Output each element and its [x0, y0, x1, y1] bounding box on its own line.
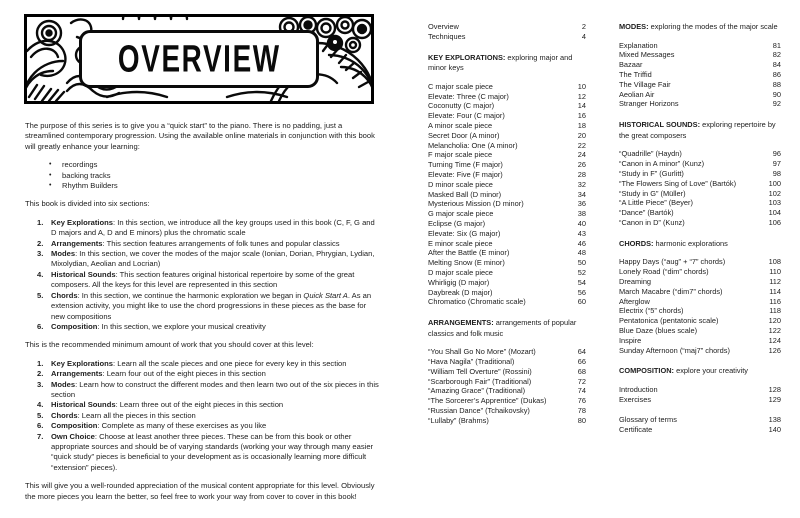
toc-item-page-number: 24	[577, 150, 586, 160]
intro-paragraph: The purpose of this series is to give you a “quick start” to the piano. There is no padding, just a streamlined contemporary progression. Using the available online materials in conjunction with this book will greatly enhance your learning:	[25, 121, 375, 151]
numbered-item: Historical Sounds: This section features original historical repertoire by some of the great composers. All the keys for this level are represented in this section	[51, 269, 355, 290]
toc-section-list	[619, 41, 781, 110]
toc-item	[619, 179, 781, 189]
toc-item-label: Inspire	[619, 335, 642, 345]
numbered-item: Key Explorations: In this section, we introduce all the key groups used in this book (C, F, G and D majors and A, D and E minors) plus the chromatic scale	[51, 217, 375, 238]
toc-item-label: Mixed Messages	[619, 50, 675, 60]
toc-item	[428, 82, 586, 92]
numbered-item: Composition: In this section, we explore your musical creativity	[51, 321, 266, 331]
toc-item-label: March Macabre (“dim7” chords)	[619, 286, 723, 296]
toc-item-page-number: 18	[577, 120, 586, 130]
toc-item-label: Sunday Afternoon (“maj7” chords)	[619, 345, 730, 355]
toc-item	[428, 219, 586, 229]
toc-item-label: Lonely Road (“dim” chords)	[619, 267, 709, 277]
toc-item-label: The Village Fair	[619, 79, 671, 89]
toc-item-page-number: 74	[577, 386, 586, 396]
toc-item-page-number: 88	[772, 79, 781, 89]
toc-item-label: Masked Ball (D minor)	[428, 189, 502, 199]
toc-item	[619, 149, 781, 159]
sections-intro: This book is divided into six sections:	[25, 199, 150, 209]
toc-section-heading: CHORDS: harmonic explorations	[619, 238, 728, 248]
toc-item-label: “The Sorcerer’s Apprentice” (Dukas)	[428, 396, 547, 406]
toc-item	[619, 159, 781, 169]
bullet-item: • backing tracks	[49, 171, 381, 181]
numbered-item: Arrangements: This section features arrangements of folk tunes and popular classics	[51, 238, 340, 248]
numbered-item: Historical Sounds: Learn three out of the eight pieces in this section	[51, 400, 284, 410]
toc-item-page-number: 50	[577, 258, 586, 268]
toc-section-list	[619, 415, 781, 435]
toc-item	[428, 101, 586, 111]
toc-item-label: D minor scale piece	[428, 179, 493, 189]
toc-item-page-number: 38	[577, 209, 586, 219]
toc-item-label: Elevate: Six (G major)	[428, 228, 501, 238]
toc-item	[428, 406, 586, 416]
toc-item-label: “Lullaby” (Brahms)	[428, 415, 489, 425]
toc-item-label: “Quadrille” (Haydn)	[619, 149, 682, 159]
numbered-item: Key Explorations: Learn all the scale pieces and one piece for every key in this section	[51, 358, 347, 368]
toc-item-label: Bazaar	[619, 60, 643, 70]
page-title: OVERVIEW	[117, 37, 281, 80]
toc-column-2	[619, 22, 781, 446]
toc-item-page-number: 116	[769, 296, 781, 306]
toc-item	[428, 248, 586, 258]
toc-item-label: Stranger Horizons	[619, 99, 679, 109]
toc-item-label: Aeolian Air	[619, 89, 655, 99]
bullet-item: • Rhythm Builders	[49, 181, 381, 191]
toc-item	[428, 32, 586, 42]
toc-item	[428, 22, 586, 32]
toc-item	[428, 416, 586, 426]
toc-item	[428, 377, 586, 387]
toc-item-page-number: 16	[577, 111, 586, 121]
toc-item-page-number: 114	[769, 286, 781, 296]
toc-item-page-number: 46	[577, 238, 586, 248]
overview-title-box	[79, 30, 319, 88]
toc-item-page-number: 66	[577, 357, 586, 367]
toc-item-label: Whirligig (D major)	[428, 277, 490, 287]
toc-item-label: Electrix (“5” chords)	[619, 306, 684, 316]
toc-item	[428, 111, 586, 121]
toc-item-page-number: 26	[577, 160, 586, 170]
toc-section-list	[619, 149, 781, 227]
toc-item-page-number: 34	[577, 189, 586, 199]
overview-banner	[24, 14, 374, 104]
toc-item	[619, 385, 781, 395]
toc-item	[619, 41, 781, 51]
toc-item-page-number: 60	[577, 297, 586, 307]
sections-list	[25, 218, 381, 332]
toc-item	[619, 90, 781, 100]
toc-item-page-number: 126	[768, 345, 781, 355]
bullet-item: • recordings	[49, 160, 381, 170]
toc-item-page-number: 40	[577, 218, 586, 228]
toc-item	[428, 386, 586, 396]
toc-item	[619, 297, 781, 307]
toc-item-page-number: 22	[577, 140, 586, 150]
toc-item-page-number: 100	[768, 178, 781, 188]
toc-item-label: C major scale piece	[428, 81, 493, 91]
toc-item-page-number: 12	[577, 91, 586, 101]
toc-item-page-number: 112	[769, 276, 781, 286]
toc-item-page-number: 128	[768, 384, 781, 394]
toc-item	[428, 258, 586, 268]
toc-section-list	[428, 347, 586, 425]
toc-section-list	[428, 82, 586, 307]
numbered-item: Modes: In this section, we cover the modes of the major scale (Ionian, Dorian, Phrygian, Lydian, Mixolydian, Aeolian and Locrian)	[51, 249, 375, 269]
toc-item-label: “You Shall Go No More” (Mozart)	[428, 347, 536, 357]
recommended-intro: This is the recommended minimum amount of work that you should cover at this level:	[25, 340, 314, 350]
toc-item-page-number: 103	[768, 198, 781, 208]
numbered-item: Chords: In this section, we continue the harmonic exploration we began in Quick Start A. As an extension activity, you might like to use the chord progressions in these pieces as the base for new compositions	[51, 290, 372, 321]
toc-item-label: Secret Door (A minor)	[428, 130, 500, 140]
toc-item-label: Melting Snow (E minor)	[428, 258, 505, 268]
toc-item-label: Explanation	[619, 40, 658, 50]
toc-item-page-number: 120	[768, 316, 781, 326]
recommended-list	[25, 359, 381, 473]
toc-item-label: Certificate	[619, 425, 653, 435]
toc-item-label: Techniques	[428, 31, 466, 41]
toc-item-page-number: 32	[577, 179, 586, 189]
toc-item-page-number: 68	[577, 366, 586, 376]
toc-item-page-number: 106	[768, 217, 781, 227]
toc-item	[428, 367, 586, 377]
toc-item	[619, 395, 781, 405]
toc-item	[428, 268, 586, 278]
toc-section-heading: COMPOSITION: explore your creativity	[619, 366, 748, 376]
toc-item-label: Mysterious Mission (D minor)	[428, 199, 524, 209]
toc-item	[619, 208, 781, 218]
toc-item	[428, 92, 586, 102]
toc-item-page-number: 140	[768, 425, 781, 435]
toc-item	[619, 50, 781, 60]
toc-item-label: Daybreak (D major)	[428, 287, 493, 297]
toc-item-label: G major scale piece	[428, 209, 494, 219]
closing-paragraph: This will give you a well-rounded appreciation of the musical content appropriate for this level. Obviously the more pieces you learn the better, so feel free to work your way from cover to cover in this book!	[25, 481, 375, 501]
toc-item	[428, 141, 586, 151]
toc-item-page-number: 43	[577, 228, 586, 238]
toc-item	[428, 121, 586, 131]
toc-item	[428, 357, 586, 367]
toc-item	[619, 189, 781, 199]
toc-item-label: “Scarborough Fair” (Traditional)	[428, 376, 532, 386]
toc-item-label: “Canon in A minor” (Kunz)	[619, 159, 705, 169]
toc-item	[619, 326, 781, 336]
toc-item	[619, 316, 781, 326]
toc-item	[619, 198, 781, 208]
toc-item	[619, 425, 781, 435]
toc-item-page-number: 56	[577, 287, 586, 297]
toc-item	[619, 60, 781, 70]
toc-item	[619, 346, 781, 356]
toc-item	[428, 288, 586, 298]
toc-item-label: Pentatonica (pentatonic scale)	[619, 316, 719, 326]
toc-item	[428, 396, 586, 406]
toc-item-page-number: 78	[577, 406, 586, 416]
toc-item-label: Eclipse (G major)	[428, 218, 486, 228]
toc-item	[428, 297, 586, 307]
toc-item-label: “Russian Dance” (Tchaikovsky)	[428, 406, 530, 416]
toc-item-label: A minor scale piece	[428, 120, 493, 130]
toc-item-label: “Dance” (Bartók)	[619, 208, 674, 218]
toc-item-page-number: 96	[772, 149, 781, 159]
toc-item-label: Dreaming	[619, 276, 652, 286]
toc-item	[619, 80, 781, 90]
toc-item-label: “William Tell Overture” (Rossini)	[428, 366, 532, 376]
toc-section-heading: MODES: exploring the modes of the major scale	[619, 22, 778, 31]
toc-item-page-number: 80	[577, 415, 586, 425]
benefits-list	[25, 160, 381, 191]
toc-item-label: Melancholia: One (A minor)	[428, 140, 518, 150]
toc-section-list	[619, 257, 781, 355]
toc-item	[428, 160, 586, 170]
toc-item-page-number: 10	[577, 81, 586, 91]
toc-item-page-number: 20	[577, 130, 586, 140]
toc-item-page-number: 98	[772, 168, 781, 178]
toc-item-page-number: 138	[768, 415, 781, 425]
toc-item-page-number: 14	[577, 101, 586, 111]
toc-item-page-number: 84	[772, 60, 781, 70]
toc-item-label: Coconutty (C major)	[428, 101, 495, 111]
toc-section-list	[619, 385, 781, 405]
toc-item	[428, 278, 586, 288]
toc-item	[619, 287, 781, 297]
toc-item	[428, 199, 586, 209]
toc-item-label: Overview	[428, 22, 459, 31]
toc-item	[619, 306, 781, 316]
toc-item-page-number: 64	[577, 347, 586, 357]
toc-item	[428, 170, 586, 180]
toc-item-page-number: 48	[577, 248, 586, 258]
toc-item-label: “Hava Nagila” (Traditional)	[428, 357, 515, 367]
toc-item-page-number: 124	[768, 335, 781, 345]
numbered-item: Composition: Complete as many of these exercises as you like	[51, 421, 267, 431]
toc-item-label: D major scale piece	[428, 267, 493, 277]
toc-item-page-number: 110	[769, 267, 781, 277]
toc-item-label: E minor scale piece	[428, 238, 493, 248]
toc-item	[619, 257, 781, 267]
toc-item-label: Turning Time (F major)	[428, 160, 503, 170]
numbered-item: Own Choice: Choose at least another three pieces. These can be from this book or other appropriate sources and should be of varying standards (working your way through many easier “quick study” pieces is beneficial to your development as is occasionally learning more difficult “extension” pieces).	[51, 431, 374, 472]
toc-section-heading: HISTORICAL SOUNDS: exploring repertoire by the great composers	[619, 120, 776, 140]
toc-item-page-number: 86	[772, 69, 781, 79]
toc-item	[619, 415, 781, 425]
toc-item	[428, 180, 586, 190]
toc-item	[428, 131, 586, 141]
toc-item	[619, 336, 781, 346]
toc-item	[428, 229, 586, 239]
toc-item-page-number: 4	[581, 31, 586, 41]
toc-item-page-number: 90	[772, 89, 781, 99]
toc-item	[619, 70, 781, 80]
toc-item-label: Elevate: Four (C major)	[428, 111, 505, 121]
toc-section-heading: ARRANGEMENTS: arrangements of popular classics and folk music	[428, 318, 577, 338]
toc-item-label: “The Flowers Sing of Love” (Bartók)	[619, 178, 737, 188]
toc-item-label: Introduction	[619, 384, 658, 394]
toc-item-page-number: 52	[577, 267, 586, 277]
numbered-item: Arrangements: Learn four out of the eight pieces in this section	[51, 369, 266, 379]
toc-item	[619, 218, 781, 228]
toc-item-label: After the Battle (E minor)	[428, 248, 510, 258]
toc-item-page-number: 92	[772, 99, 781, 109]
toc-section-list	[428, 22, 586, 42]
toc-item-label: Afterglow	[619, 296, 650, 306]
toc-item	[619, 267, 781, 277]
toc-item-page-number: 28	[577, 169, 586, 179]
toc-item-page-number: 82	[772, 50, 781, 60]
toc-item	[428, 190, 586, 200]
toc-item-label: “Study in F” (Gurlitt)	[619, 168, 684, 178]
toc-item	[428, 347, 586, 357]
toc-item-page-number: 97	[772, 159, 781, 169]
toc-item-page-number: 104	[768, 208, 781, 218]
toc-item	[428, 150, 586, 160]
toc-item	[619, 99, 781, 109]
toc-item-label: “Amazing Grace” (Traditional)	[428, 386, 526, 396]
toc-item-page-number: 108	[768, 257, 781, 267]
toc-item-page-number: 36	[577, 199, 586, 209]
toc-column-1	[428, 22, 586, 437]
toc-item-label: “Canon in D” (Kunz)	[619, 217, 685, 227]
toc-item	[619, 277, 781, 287]
toc-item-label: Elevate: Five (F major)	[428, 169, 503, 179]
toc-item-label: F major scale piece	[428, 150, 493, 160]
toc-item-page-number: 81	[772, 40, 781, 50]
toc-item-label: “A Little Piece” (Beyer)	[619, 198, 693, 208]
toc-item-label: Chromatico (Chromatic scale)	[428, 297, 526, 307]
toc-item-label: Glossary of terms	[619, 415, 677, 425]
toc-item-page-number: 129	[768, 394, 781, 404]
toc-item-label: Exercises	[619, 394, 652, 404]
overview-body	[25, 121, 381, 510]
toc-item-label: Happy Days (“aug” + “7” chords)	[619, 257, 726, 267]
toc-item-label: Elevate: Three (C major)	[428, 91, 509, 101]
toc-item-label: Blue Daze (blues scale)	[619, 325, 698, 335]
numbered-item: Chords: Learn all the pieces in this section	[51, 410, 196, 420]
toc-item-page-number: 72	[577, 376, 586, 386]
toc-item-page-number: 2	[581, 22, 586, 31]
toc-item-page-number: 76	[577, 396, 586, 406]
toc-item-label: The Triffid	[619, 69, 652, 79]
toc-item	[428, 239, 586, 249]
toc-item-label: “Study in G” (Müller)	[619, 188, 686, 198]
toc-item-page-number: 102	[768, 188, 781, 198]
toc-item	[428, 209, 586, 219]
toc-item-page-number: 122	[768, 325, 781, 335]
numbered-item: Modes: Learn how to construct the different modes and then learn two out of the six pieces in this section	[51, 379, 379, 399]
toc-item-page-number: 118	[769, 306, 781, 316]
toc-section-heading: KEY EXPLORATIONS: exploring major and minor keys	[428, 52, 573, 73]
toc-item-page-number: 54	[577, 277, 586, 287]
toc-item	[619, 169, 781, 179]
